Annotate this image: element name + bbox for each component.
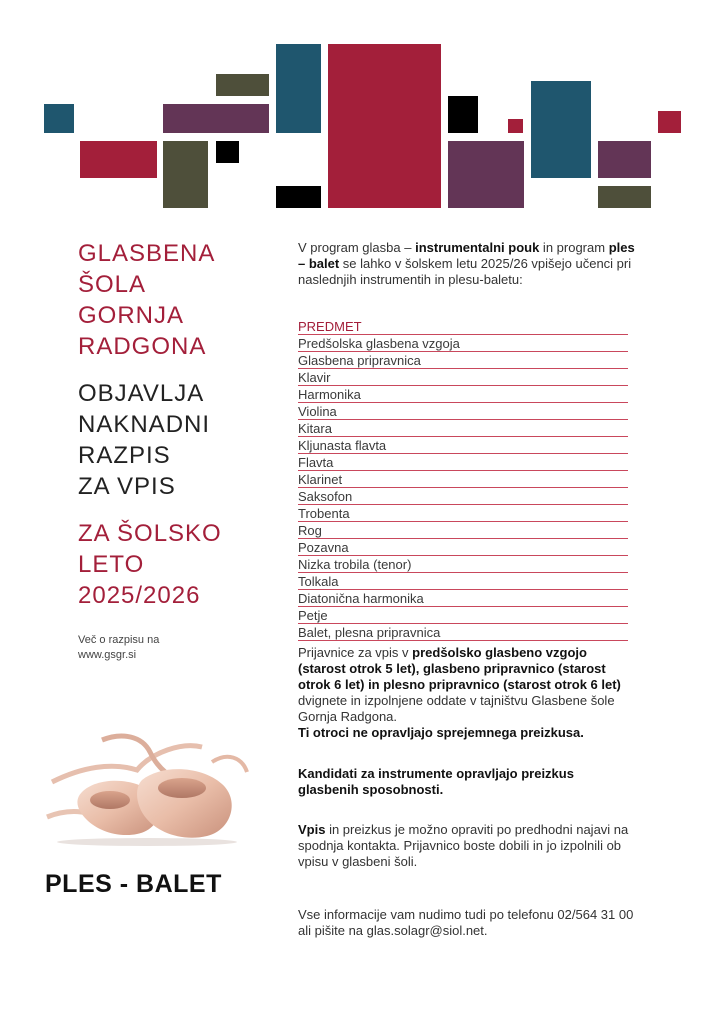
subjects-list bbox=[298, 318, 628, 641]
contact-text: Vse informacije vam nudimo tudi po telefonu 02/564 31 00 ali pišite na glas.solagr@siol.net. bbox=[298, 907, 634, 938]
application-paragraph bbox=[298, 645, 638, 741]
intro-paragraph bbox=[298, 240, 638, 288]
list-item: Saksofon bbox=[298, 488, 628, 505]
contact-paragraph bbox=[298, 907, 638, 939]
list-item: Tolkala bbox=[298, 573, 628, 590]
intro-text: in program bbox=[539, 240, 609, 255]
paragraph-text: Prijavnice za vpis v bbox=[298, 645, 413, 660]
mosaic-block bbox=[44, 104, 74, 133]
list-item: Petje bbox=[298, 607, 628, 624]
list-item: Rog bbox=[298, 522, 628, 539]
school-year-heading bbox=[78, 518, 278, 611]
mosaic-block bbox=[598, 141, 651, 178]
mosaic-block bbox=[328, 44, 441, 208]
list-item: Klavir bbox=[298, 369, 628, 386]
paragraph-text: in preizkus je možno opraviti po predhodni najavi na spodnja kontakta. Prijavnico boste dobili in jo izpolnili ob vpisu v glasbeni šoli. bbox=[298, 822, 629, 869]
list-item: Klarinet bbox=[298, 471, 628, 488]
mosaic-block bbox=[658, 111, 681, 133]
mosaic-block bbox=[598, 186, 651, 208]
school-year-line: ZA ŠOLSKO bbox=[78, 520, 222, 547]
more-info bbox=[78, 633, 278, 663]
list-item: Pozavna bbox=[298, 539, 628, 556]
list-item: Flavta bbox=[298, 454, 628, 471]
paragraph-bold: Vpis bbox=[298, 822, 326, 837]
school-name-line: GLASBENA bbox=[78, 240, 216, 267]
website-link[interactable]: www.gsgr.si bbox=[78, 649, 137, 661]
mosaic-block bbox=[276, 44, 321, 133]
ples-balet-label: PLES - BALET bbox=[45, 870, 222, 898]
mosaic-block bbox=[448, 141, 524, 208]
paragraph-bold: predšolsko glasbeno vzgojo (starost otrok 5 let), glasbeno pripravnico (starost otrok 6 let) in plesno pripravnico (starost otrok 6 let) bbox=[298, 645, 621, 692]
paragraph-text: dvignete in izpolnjene oddate v tajništvu Glasbene šole Gornja Radgona. bbox=[298, 693, 615, 724]
ballet-shoes-image bbox=[42, 722, 252, 847]
left-column bbox=[78, 238, 278, 663]
mosaic-block bbox=[448, 96, 478, 133]
candidates-paragraph bbox=[298, 766, 638, 798]
list-item: Glasbena pripravnica bbox=[298, 352, 628, 369]
mosaic-block bbox=[80, 141, 157, 178]
mosaic-block bbox=[163, 141, 208, 208]
mosaic-block bbox=[276, 186, 321, 208]
mosaic-block bbox=[216, 141, 239, 163]
mosaic-block bbox=[163, 104, 269, 133]
school-year-line: 2025/2026 bbox=[78, 582, 201, 609]
subjects-header: PREDMET bbox=[298, 318, 628, 335]
school-name-line: ŠOLA bbox=[78, 271, 147, 298]
intro-bold: ples – balet bbox=[298, 240, 635, 271]
list-item: Trobenta bbox=[298, 505, 628, 522]
announcement-line: OBJAVLJA bbox=[78, 380, 205, 407]
announcement-line: RAZPIS bbox=[78, 442, 171, 469]
mosaic-block bbox=[508, 119, 523, 133]
school-name-line: GORNJA bbox=[78, 302, 185, 329]
school-name bbox=[78, 238, 278, 362]
enrollment-paragraph bbox=[298, 822, 638, 870]
mosaic-block bbox=[531, 81, 591, 178]
announcement-heading bbox=[78, 378, 278, 502]
announcement-line: NAKNADNI bbox=[78, 411, 211, 438]
mosaic-block bbox=[216, 74, 269, 96]
intro-text: V program glasba – bbox=[298, 240, 416, 255]
intro-text: se lahko v šolskem letu 2025/26 vpišejo učenci pri naslednjih instrumentih in plesu-baletu: bbox=[298, 256, 632, 287]
paragraph-bold: Ti otroci ne opravljajo sprejemnega preizkusa. bbox=[298, 725, 584, 740]
paragraph-bold: Kandidati za instrumente opravljajo preizkus glasbenih sposobnosti. bbox=[298, 766, 574, 797]
intro-bold: instrumentalni pouk bbox=[415, 240, 540, 255]
list-item: Kitara bbox=[298, 420, 628, 437]
list-item: Kljunasta flavta bbox=[298, 437, 628, 454]
list-item: Harmonika bbox=[298, 386, 628, 403]
announcement-line: ZA VPIS bbox=[78, 473, 176, 500]
list-item: Balet, plesna pripravnica bbox=[298, 624, 628, 641]
more-info-text: Več o razpisu na bbox=[78, 634, 160, 646]
list-item: Diatonična harmonika bbox=[298, 590, 628, 607]
list-item: Nizka trobila (tenor) bbox=[298, 556, 628, 573]
school-year-line: LETO bbox=[78, 551, 145, 578]
school-name-line: RADGONA bbox=[78, 333, 207, 360]
list-item: Violina bbox=[298, 403, 628, 420]
list-item: Predšolska glasbena vzgoja bbox=[298, 335, 628, 352]
